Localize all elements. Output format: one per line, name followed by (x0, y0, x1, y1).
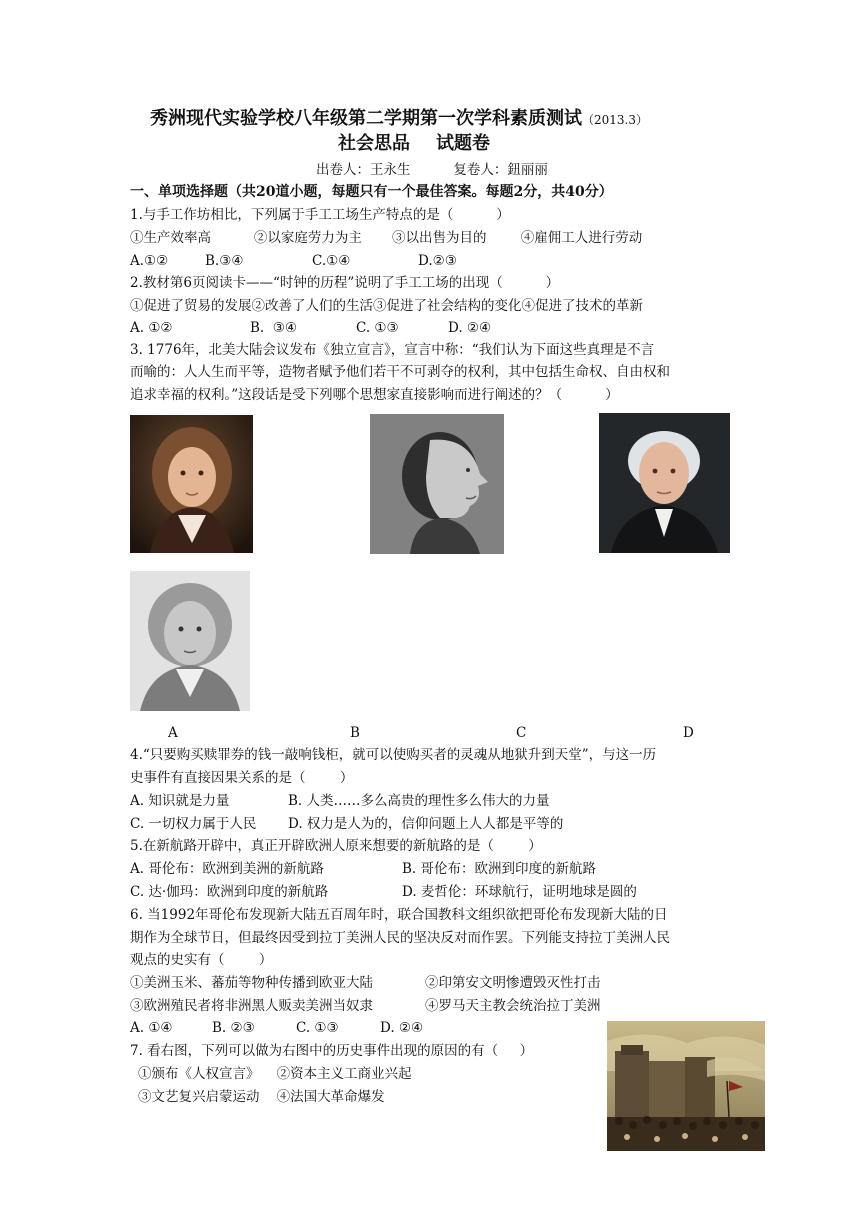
portrait-label-d: D (683, 725, 694, 741)
question-2-option-b: B. ③④ (250, 320, 297, 336)
question-6-option-b: B. ②③ (212, 1020, 255, 1036)
question-3-line-3: 追求幸福的权利。”这段话是受下列哪个思想家直接影响而进行阐述的？（ ） (130, 387, 619, 403)
question-6-item-4: ④罗马天主教会统治拉丁美洲 (425, 998, 601, 1014)
question-7-row-2: ③文艺复兴启蒙运动 ④法国大革命爆发 (138, 1089, 385, 1105)
question-4-line-1: 4.“只要购买赎罪券的钱一敲响钱柜，就可以使购买者的灵魂从地狱升到天堂”，与这一历 (130, 747, 657, 763)
question-2-option-c: C. ①③ (356, 320, 399, 336)
subtitle-paper: 试题卷 (436, 133, 490, 154)
question-1-option-b: B.③④ (205, 253, 244, 269)
question-4-line-2: 史事件有直接因果关系的是（ ） (130, 770, 354, 786)
exam-title-date: （2013.3） (582, 113, 648, 127)
question-4-option-b: B. 人类……多么高贵的理性多么伟大的力量 (288, 793, 550, 809)
exam-title (150, 108, 648, 131)
question-1-option-c: C.①④ (312, 253, 351, 269)
question-5-option-a: A. 哥伦布：欧洲到美洲的新航路 (130, 861, 324, 877)
portrait-label-b: B (350, 725, 360, 741)
question-6-line-1: 6. 当1992年哥伦布发现新大陆五百周年时，联合国教科文组织欲把哥伦布发现新大陆的日 (130, 907, 668, 923)
question-6-item-3: ③欧洲殖民者将非洲黑人贩卖美洲当奴隶 (130, 998, 373, 1014)
question-2-option-d: D. ②④ (448, 320, 492, 336)
question-5-option-d: D. 麦哲伦：环球航行，证明地球是圆的 (402, 884, 637, 900)
question-6-line-2: 期作为全球节日，但最终因受到拉丁美洲人民的坚决反对而作罢。下列能支持拉丁美洲人民 (130, 930, 670, 946)
question-6-item-2: ②印第安文明惨遭毁灭性打击 (425, 975, 601, 991)
question-4-option-a: A. 知识就是力量 (130, 793, 230, 809)
question-1-items: ①生产效率高 ②以家庭劳力为主 ③以出售为目的 ④雇佣工人进行劳动 (130, 230, 643, 246)
portrait-label-a: A (168, 725, 178, 741)
portrait-b-image (370, 414, 504, 554)
question-4-option-d: D. 权力是人为的，信仰问题上人人都是平等的 (288, 816, 564, 832)
question-7-stem: 7. 看右图，下列可以做为右图中的历史事件出现的原因的有（ ） (130, 1043, 534, 1059)
question-3-line-2: 而喻的：人人生而平等，造物者赋予他们若干不可剥夺的权利，其中包括生命权、自由权和 (130, 364, 670, 380)
portrait-a-image (130, 415, 253, 553)
question-1-option-a: A.①② (130, 253, 169, 269)
question-2-items: ①促进了贸易的发展②改善了人们的生活③促进了社会结构的变化④促进了技术的革新 (130, 298, 643, 314)
portrait-c-image (599, 413, 730, 553)
question-6-option-a: A. ①④ (130, 1020, 173, 1036)
portrait-label-c: C (516, 725, 527, 741)
question-5-stem: 5.在新航路开辟中，真正开辟欧洲人原来想要的新航路的是（ ） (130, 838, 542, 854)
question-1-stem: 1.与手工作坊相比，下列属于手工工场生产特点的是（ ） (130, 207, 510, 223)
question-6-option-d: D. ②④ (380, 1020, 424, 1036)
question-2-stem: 2.教材第6页阅读卡——“时钟的历程”说明了手工工场的出现（ ） (130, 275, 560, 291)
subtitle-subject: 社会思品 (338, 133, 410, 154)
question-6-option-c: C. ①③ (296, 1020, 339, 1036)
question-7-row-1: ①颁布《人权宣言》 ②资本主义工商业兴起 (138, 1066, 412, 1082)
section-heading: 一、单项选择题（共20道小题，每题只有一个最佳答案。每题2分，共40分） (130, 184, 613, 200)
question-4-option-c: C. 一切权力属于人民 (130, 816, 257, 832)
exam-title-main: 秀洲现代实验学校八年级第二学期第一次学科素质测试 (150, 108, 582, 129)
question-5-option-b: B. 哥伦布：欧洲到印度的新航路 (402, 861, 597, 877)
question-3-line-1: 3. 1776年，北美大陆会议发布《独立宣言》，宣言中称：“我们认为下面这些真理是不言 (130, 342, 655, 358)
question-6-item-1: ①美洲玉米、蕃茄等物种传播到欧亚大陆 (130, 975, 373, 991)
question-6-line-3: 观点的史实有（ ） (130, 952, 273, 968)
question-1-option-d: D.②③ (418, 253, 457, 269)
question-5-option-c: C. 达·伽玛：欧洲到印度的新航路 (130, 884, 329, 900)
exam-subtitle (338, 133, 490, 155)
question-2-option-a: A. ①② (130, 320, 173, 336)
bastille-painting-image (607, 1021, 765, 1151)
portrait-d-image (130, 571, 250, 711)
author-line: 出卷人：王永生 复卷人：鈕丽丽 (316, 162, 548, 178)
